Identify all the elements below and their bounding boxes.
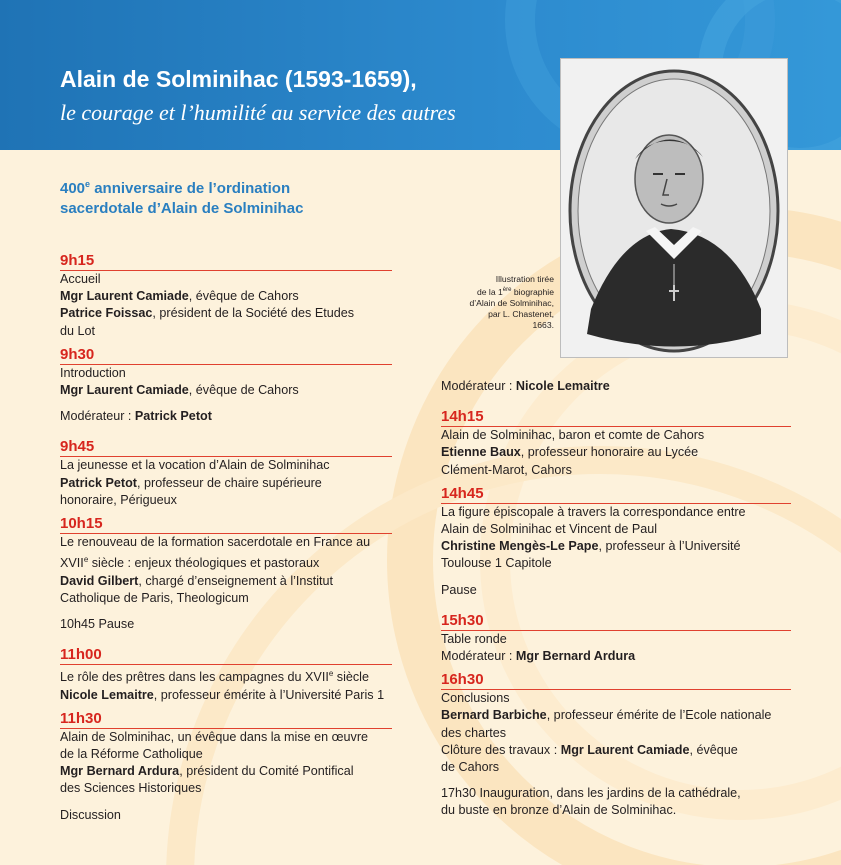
moderator-line: Modérateur : Patrick Petot xyxy=(60,409,212,424)
caption-line: 1663. xyxy=(532,319,554,330)
moderator-line: Modérateur : Nicole Lemaitre xyxy=(441,379,610,393)
page-subtitle: le courage et l’humilité au service des autres xyxy=(60,100,456,125)
discussion-line: Discussion xyxy=(60,807,121,822)
portrait-caption xyxy=(436,274,554,331)
caption-line: Illustration tirée xyxy=(495,274,554,284)
closing-line: du buste en bronze d’Alain de Solminihac. xyxy=(441,803,677,818)
caption-line: par L. Chastenet, xyxy=(488,308,554,319)
closing-speaker: Mgr Laurent Camiade xyxy=(560,742,690,757)
pause-line: 10h45 Pause xyxy=(60,617,135,632)
session-time: 11h30 xyxy=(60,709,392,729)
anniversary-heading: 400e anniversaire de l’ordination sacerdotale d’Alain de Solminihac xyxy=(60,179,304,217)
closing-line: 17h30 Inauguration, dans les jardins de la cathédrale, xyxy=(441,786,741,801)
caption-line: de la 1ère biographie xyxy=(476,286,554,297)
session-time: 9h45 xyxy=(60,437,392,457)
page-title: Alain de Solminihac (1593-1659), xyxy=(60,66,417,92)
session-time: 16h30 xyxy=(441,670,791,690)
session-time: 10h15 xyxy=(60,514,392,534)
session-time: 9h30 xyxy=(60,345,392,365)
session-time: 14h15 xyxy=(441,407,791,427)
portrait-engraving xyxy=(561,59,787,357)
program-right-column: Modérateur : Nicole Lemaitre 14h15 Alain de Solminihac, baron et comte de Cahors Etienne Baux, professeur honoraire au Lycée Clément-Marot, Cahors 14h45 La figure épiscopale à travers la correspondance entre Alain de Solminihac et Vincent de Paul Christine Mengès-Le Pape, professeur à l’Université Toulouse 1 Capitole Pause 15h30 Table ronde Modérateur : Mgr Bernard Ardura 16h30 Conclusions Bernard Barbiche, professeur émérite de l’Ecole nationale des chartes Clôture des travaux : Mgr Laurent Camiade, évêque de Cahors 17h30 Inauguration, dans les jardins de la cathédrale, du buste en bronze d’Alain de Solminihac. xyxy=(441,378,791,820)
session-time: 15h30 xyxy=(441,611,791,631)
session-time: 9h15 xyxy=(60,251,392,271)
pause-line: Pause xyxy=(441,582,477,597)
program-left-column: 9h15 Accueil Mgr Laurent Camiade, évêque de Cahors Patrice Foissac, président de la Société des Etudes du Lot 9h30 Introduction Mgr Laurent Camiade, évêque de Cahors Modérateur : Patrick Petot 9h45 La jeunesse et la vocation d’Alain de Solminihac Patrick Petot, professeur de chaire supérieure honoraire, Périgueux 10h15 Le renouveau de la formation sacerdotale en France au XVIIe siècle : enjeux théologiques et pastoraux David Gilbert, chargé d’enseignement à l’Institut Catholique de Paris, Theologicum 10h45 Pause 11h00 Le rôle des prêtres dans les campagnes du XVIIe siècle Nicole Lemaitre, professeur émérite à l’Université Paris 1 11h30 Alain de Solminihac, un évêque dans la mise en œuvre de la Réforme Catholique Mgr Bernard Ardura, président du Comité Pontifical des Sciences Historiques Discussion xyxy=(60,248,392,824)
portrait-image xyxy=(560,58,788,358)
caption-line: d’Alain de Solminihac, xyxy=(469,297,554,308)
session-time: 14h45 xyxy=(441,484,791,504)
closing-label: Clôture des travaux : xyxy=(441,742,561,757)
session-time: 11h00 xyxy=(60,645,392,665)
